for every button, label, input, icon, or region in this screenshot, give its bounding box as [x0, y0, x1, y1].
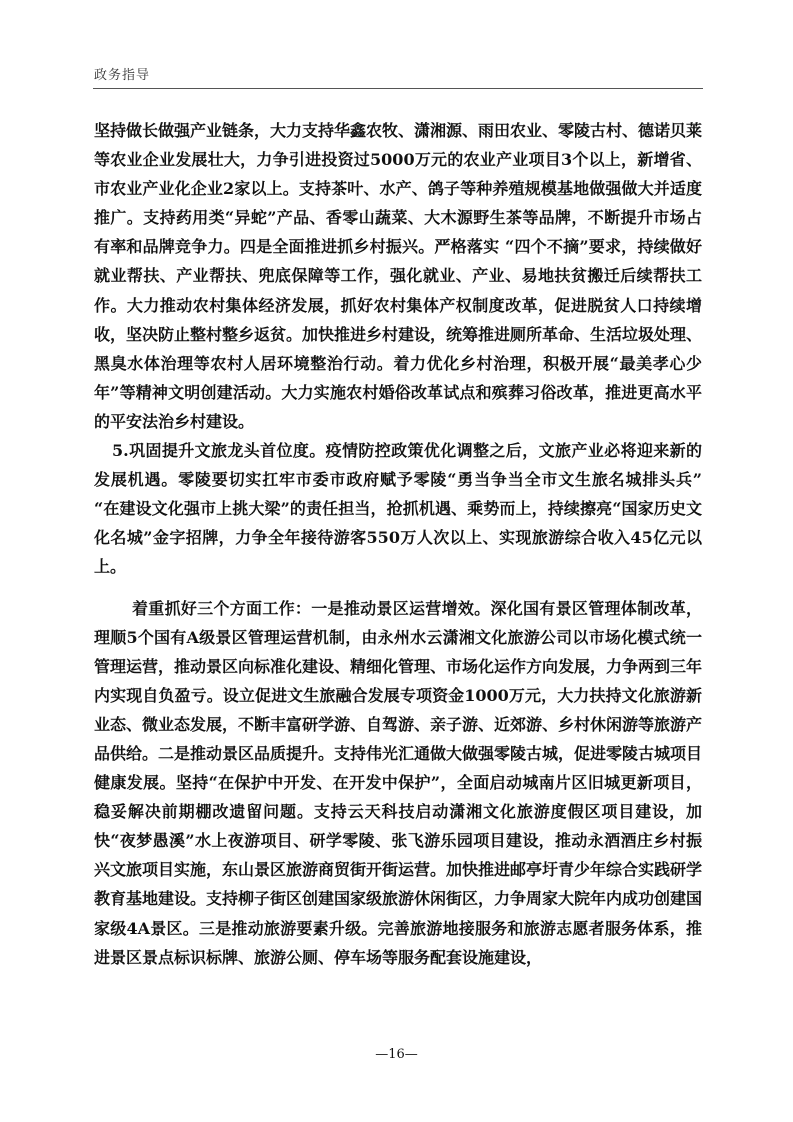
header-divider: [93, 88, 703, 89]
body-text: [94, 116, 702, 972]
paragraph-culture-tourism: 5.巩固提升文旅龙头首位度。疫情防控政策优化调整之后，文旅产业必将迎来新的发展机遇。零陵要切实扛牢市委市政府赋予零陵“勇当争当全市文生旅名城排头兵” “在建设文化强市上挑大梁”的责任担当，抢抓机遇、乘势而上，持续擦亮“国家历史文化名城”金字招牌，力争全年接待游客550万人次以上、实现旅游综合收入45亿元以上。: [94, 441, 702, 577]
paragraph-three-tasks: 着重抓好三个方面工作：一是推动景区运营增效。深化国有景区管理体制改革，理顺5个国有A级景区管理运营机制，由永州水云潇湘文化旅游公司以市场化模式统一管理运营，推动景区向标准化建设、精细化管理、市场化运作方向发展，力争两到三年内实现自负盈亏。设立促进文生旅融合发展专项资金1000万元，大力扶持文化旅游新业态、微业态发展，不断丰富研学游、自驾游、亲子游、近郊游、乡村休闲游等旅游产品供给。二是推动景区品质提升。支持伟光汇通做大做强零陵古城，促进零陵古城项目健康发展。坚持“在保护中开发、在开发中保护”，全面启动城南片区旧城更新项目，稳妥解决前期棚改遗留问题。支持云天科技启动潇湘文化旅游度假区项目建设，加快“夜梦愚溪”水上夜游项目、研学零陵、张飞游乐园项目建设，推动永酒酒庄乡村振兴文旅项目实施，东山景区旅游商贸街开街运营。加快推进邮亭圩青少年综合实践研学教育基地建设。支持柳子街区创建国家级旅游休闲街区，力争周家大院年内成功创建国家级4A景区。三是推动旅游要素升级。完善旅游地接服务和旅游志愿者服务体系，推进景区景点标识标牌、旅游公厕、停车场等服务配套设施建设，: [94, 598, 703, 967]
paragraph-rural-revitalization: 坚持做长做强产业链条，大力支持华鑫农牧、潇湘源、雨田农业、零陵古村、德诺贝莱等农业企业发展壮大，力争引进投资过5000万元的农业产业项目3个以上，新增省、市农业产业化企业2家以上。支持茶叶、水产、鸽子等种养殖规模基地做强做大并适度推广。支持药用类“异蛇”产品、香零山蔬菜、大木源野生茶等品牌，不断提升市场占有率和品牌竞争力。四是全面推进抓乡村振兴。严格落实 “四个不摘”要求，持续做好就业帮扶、产业帮扶、兜底保障等工作，强化就业、产业、易地扶贫搬迁后续帮扶工作。大力推动农村集体经济发展，抓好农村集体产权制度改革，促进脱贫人口持续增收，坚决防止整村整乡返贫。加快推进乡村建设，统筹推进厕所革命、生活垃圾处理、黑臭水体治理等农村人居环境整治行动。着力优化乡村治理，积极开展“最美孝心少年”等精神文明创建活动。大力实施农村婚俗改革试点和殡葬习俗改革，推进更高水平的平安法治乡村建设。: [94, 121, 703, 431]
running-header: 政务指导: [94, 68, 151, 83]
page-number: —16—: [375, 1047, 418, 1062]
